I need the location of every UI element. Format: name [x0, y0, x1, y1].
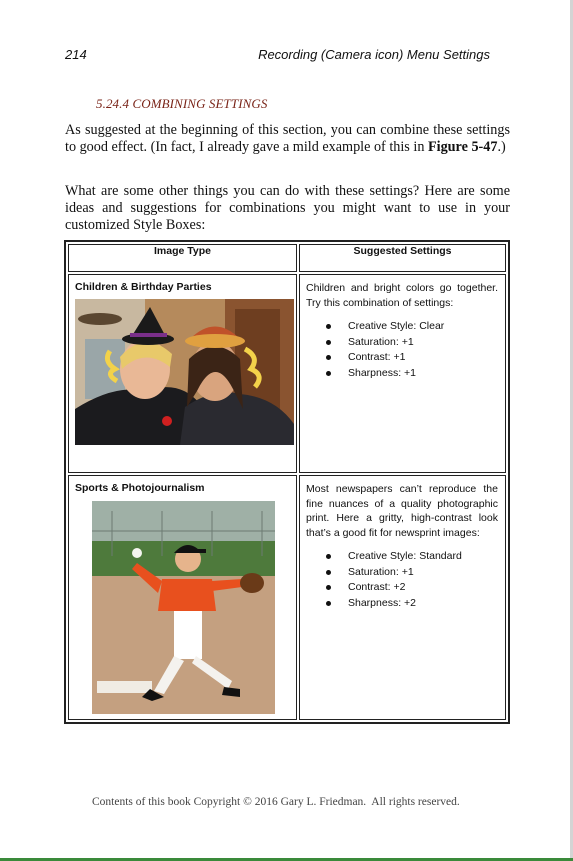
figure-reference[interactable]: Figure 5-47 [427, 139, 498, 155]
birthday-party-photo [75, 299, 294, 445]
image-type-label: Children & Birthday Parties [75, 281, 212, 293]
list-item: Contrast: +1 [326, 350, 505, 366]
list-item: Contrast: +2 [326, 580, 505, 596]
settings-description: Most newspapers can’t reproduce the fine nuances of a quality photographic print. Here a gritty, high-contrast look that’s a good fit for newsprint images: [306, 483, 498, 539]
image-type-label: Sports & Photojournalism [75, 482, 205, 494]
list-item: Creative Style: Clear [326, 319, 505, 335]
suggested-settings-cell [299, 274, 506, 473]
list-item: Sharpness: +2 [326, 596, 505, 612]
suggested-settings-cell [299, 475, 506, 720]
running-title: Recording (Camera icon) Menu Settings [258, 47, 490, 62]
image-type-cell [68, 475, 297, 720]
column-header-suggested-settings: Suggested Settings [299, 244, 506, 272]
settings-list [300, 549, 505, 611]
list-item: Sharpness: +1 [326, 366, 505, 382]
settings-description: Children and bright colors go together. Try this combination of settings: [306, 282, 498, 309]
paragraph-1-text: As suggested at the beginning of this section, you can combine these settings to good effect. (In fact, I already gave a mild example of this in [65, 122, 510, 155]
table-header-row [68, 244, 506, 272]
baseball-photo-image [92, 501, 275, 714]
birthday-party-photo-image [75, 299, 294, 445]
paragraph-1-end: .) [497, 139, 506, 155]
column-header-image-type: Image Type [68, 244, 297, 272]
paragraph-1 [65, 122, 510, 156]
table-row [68, 274, 506, 473]
copyright-footer: Contents of this book Copyright © 2016 Gary L. Friedman. All rights reserved. [92, 796, 460, 808]
section-heading: 5.24.4 COMBINING SETTINGS [96, 96, 268, 111]
table-row [68, 475, 506, 720]
list-item: Saturation: +1 [326, 565, 505, 581]
page-number: 214 [65, 47, 87, 62]
settings-list [300, 319, 505, 381]
image-type-cell [68, 274, 297, 473]
list-item: Saturation: +1 [326, 335, 505, 351]
list-item: Creative Style: Standard [326, 549, 505, 565]
baseball-photo [92, 501, 275, 714]
settings-table [64, 240, 510, 724]
paragraph-2: What are some other things you can do with these settings? Here are some ideas and suggestions for combinations you might want to use in your customized Style Boxes: [65, 183, 510, 233]
